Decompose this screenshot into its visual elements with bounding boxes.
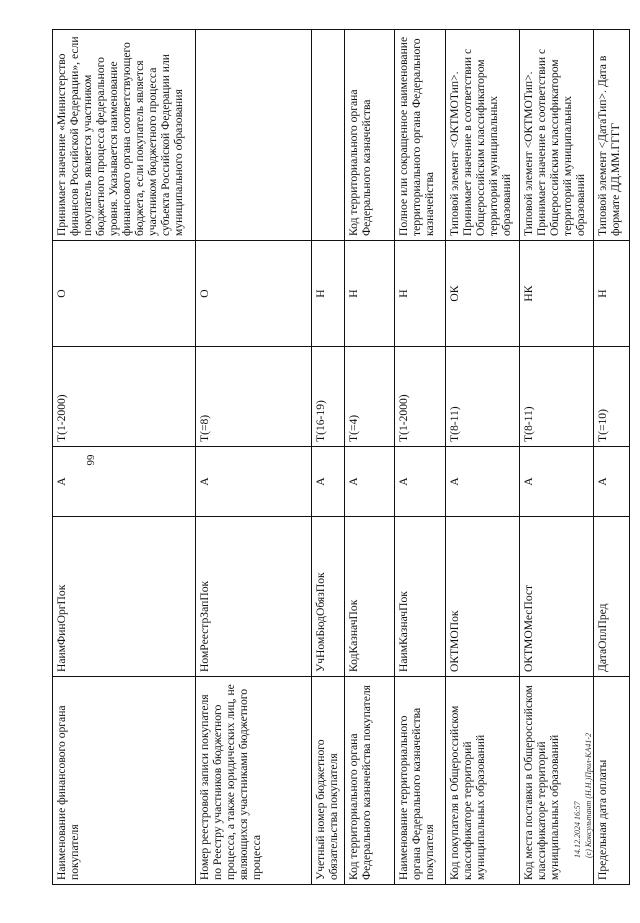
element-format: Т(=4) <box>344 347 395 447</box>
table-row <box>344 30 395 885</box>
element-requirement: О <box>195 241 311 347</box>
element-note: Код территориального органа Федерального казначейства <box>344 30 395 241</box>
element-type: А <box>195 447 311 517</box>
element-tag: КодКазначПок <box>344 517 395 677</box>
element-type: А <box>344 447 395 517</box>
element-format: Т(1-2000) <box>53 347 196 447</box>
element-note <box>195 30 311 241</box>
element-type: А <box>53 447 196 517</box>
element-type: А <box>594 447 630 517</box>
element-name: Предельная дата оплаты <box>594 677 630 885</box>
footer-timestamp: 14.12.2024 16:57 <box>573 801 582 858</box>
element-format: Т(=8) <box>195 347 311 447</box>
table-row <box>195 30 311 885</box>
element-note: Типовой элемент <ОКТМОТип>. Принимает значение в соответствии с Общероссийским классификатором территорий муниципальных образований <box>520 30 594 241</box>
table-row <box>395 30 446 885</box>
element-format: Т(8-11) <box>446 347 520 447</box>
rotated-table-container <box>52 30 630 885</box>
element-note: Типовой элемент <ДатаТип>. Дата в формате ДД.ММ.ГГГГ <box>594 30 630 241</box>
element-type: А <box>520 447 594 517</box>
element-name: Код места поставки в Общероссийском классификаторе территорий муниципальных образований <box>520 677 594 885</box>
element-type: А <box>446 447 520 517</box>
table-row <box>311 30 344 885</box>
element-tag: НаимФинОргПок <box>53 517 196 677</box>
element-name: Наименование финансового органа покупателя <box>53 677 196 885</box>
element-name: Код территориального органа Федерального казначейства покупателя <box>344 677 395 885</box>
element-name: Наименование территориального органа Федерального казначейства покупателя <box>395 677 446 885</box>
element-note: Принимает значение «Министерство финансов Российской Федерации», если покупатель является участником бюджетного процесса федерального уровня. Указывается наименование финансового органа соответствующего бюджета, если покупатель является участником бюджетного процесса субъекта Российской Федерации или муниципального образования <box>53 30 196 241</box>
element-tag: НаимКазначПок <box>395 517 446 677</box>
element-format: Т(16-19) <box>311 347 344 447</box>
element-name: Учетный номер бюджетного обязательства покупателя <box>311 677 344 885</box>
element-tag: УчНомБюдОбязПок <box>311 517 344 677</box>
footer-source: (c) Консультант (Н.Н.)Прил-КА41-2 <box>584 732 593 858</box>
element-note: Полное или сокращенное наименование территориального органа Федерального казначейства <box>395 30 446 241</box>
element-requirement: ОК <box>446 241 520 347</box>
element-type: А <box>311 447 344 517</box>
element-type: А <box>395 447 446 517</box>
element-requirement: О <box>53 241 196 347</box>
element-tag: ОКТМОМесПост <box>520 517 594 677</box>
element-tag: ДатаОплПред <box>594 517 630 677</box>
elements-table <box>52 29 630 885</box>
element-format: Т(8-11) <box>520 347 594 447</box>
element-tag: ОКТМОПок <box>446 517 520 677</box>
element-requirement: Н <box>395 241 446 347</box>
element-requirement: Н <box>311 241 344 347</box>
element-tag: НомРеестрЗапПок <box>195 517 311 677</box>
table-row <box>446 30 520 885</box>
element-requirement: Н <box>344 241 395 347</box>
element-requirement: Н <box>594 241 630 347</box>
table-row <box>594 30 630 885</box>
page-number: 66 <box>84 454 96 466</box>
element-note <box>311 30 344 241</box>
table-row <box>53 30 196 885</box>
element-format: Т(=10) <box>594 347 630 447</box>
element-name: Номер реестровой записи покупателя по Реестру участников бюджетного процесса, а также юридических лиц, не являющихся участниками бюджетного процесса <box>195 677 311 885</box>
element-name: Код покупателя в Общероссийском классификаторе территорий муниципальных образований <box>446 677 520 885</box>
element-format: Т(1-2000) <box>395 347 446 447</box>
element-note: Типовой элемент <ОКТМОТип>. Принимает значение в соответствии с Общероссийским классификатором территорий муниципальных образований <box>446 30 520 241</box>
table-row <box>520 30 594 885</box>
element-requirement: НК <box>520 241 594 347</box>
